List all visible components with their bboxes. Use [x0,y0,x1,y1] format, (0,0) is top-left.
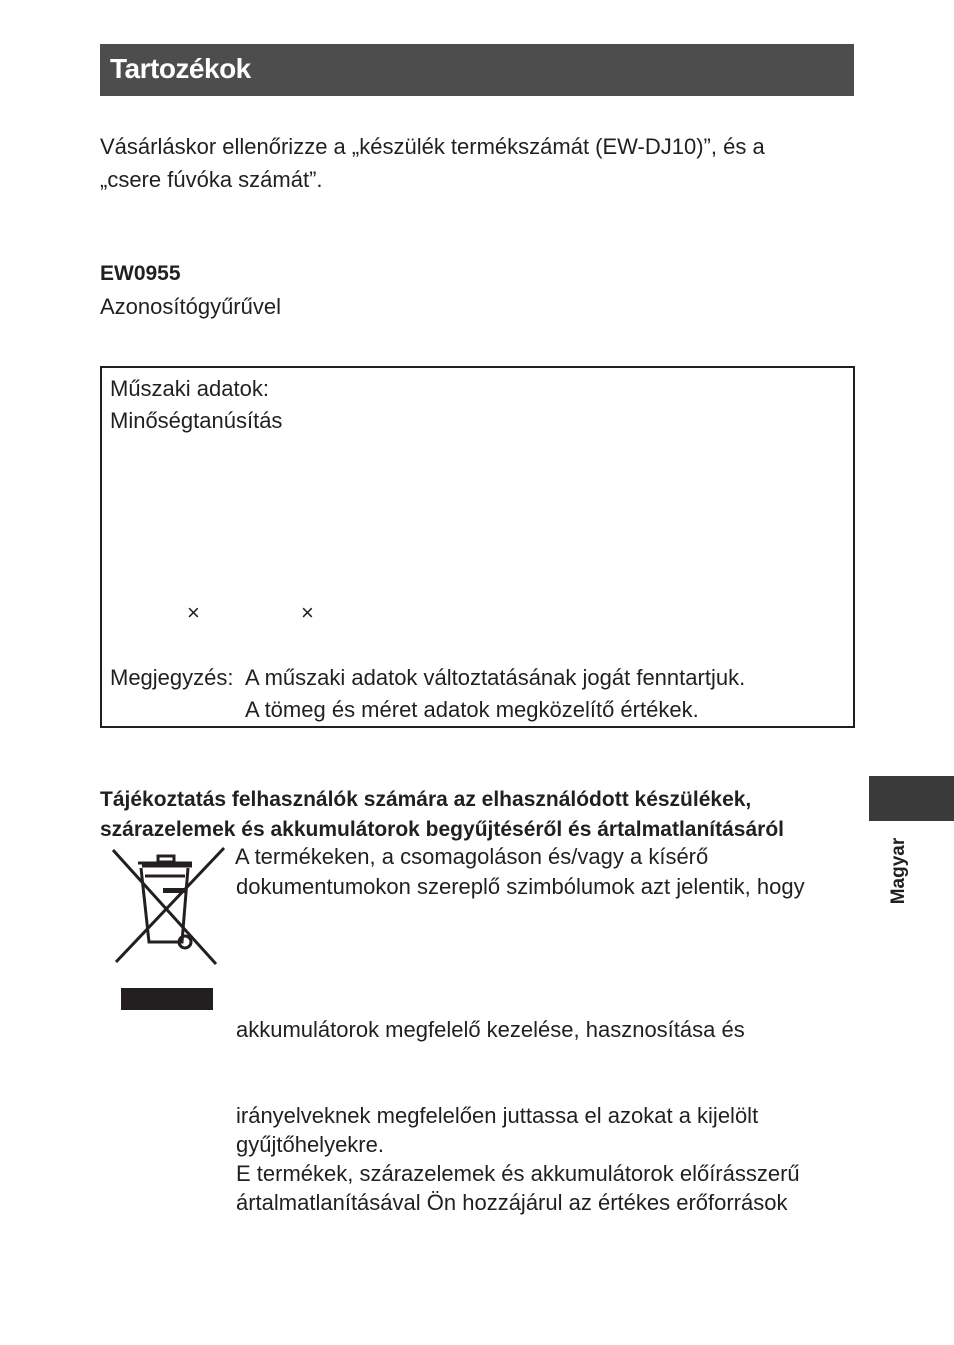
disposal-text-line-6: E termékek, szárazelemek és akkumulátorok előírásszerű [236,1161,800,1186]
accessory-code: EW0955 [100,262,181,285]
disposal-heading-line-2: szárazelemek és akkumulátorok begyűjtéséről és ártalmatlanításáról [100,818,784,841]
specs-quality: Minőségtanúsítás [110,408,283,433]
language-tab-label [886,829,912,913]
disposal-text-line-2: dokumentumokon szereplő szimbólumok azt jelentik, hogy [236,874,805,899]
disposal-text-line-3: akkumulátorok megfelelő kezelése, hasznosítása és [236,1017,745,1042]
language-tab [869,776,954,821]
accessory-description: Azonosítógyűrűvel [100,294,281,319]
language-label-text: Magyar [888,837,909,905]
intro-line-2: „csere fúvóka számát”. [100,167,323,192]
disposal-text-line-4: irányelveknek megfelelően juttassa el azokat a kijelölt [236,1103,759,1128]
note-line-1: A műszaki adatok változtatásának jogát fenntartjuk. [245,665,746,690]
symbol-bar [121,988,213,1010]
disposal-text-line-7: ártalmatlanításával Ön hozzájárul az értékes erőforrások [236,1190,788,1215]
disposal-heading-line-1: Tájékoztatás felhasználók számára az elhasználódott készülékek, [100,788,752,811]
disposal-text-line-5: gyűjtőhelyekre. [236,1132,384,1157]
disposal-text-line-1: A termékeken, a csomagoláson és/vagy a kísérő [235,844,709,869]
intro-line-1: Vásárláskor ellenőrizze a „készülék termékszámát (EW-DJ10)”, és a [100,134,765,159]
section-title: Tartozékok [110,53,251,84]
crossed-bin-icon [108,846,228,968]
dimension-separator-2: × [301,600,314,625]
section-header [100,44,854,96]
note-label: Megjegyzés: [110,665,234,690]
note-line-2: A tömeg és méret adatok megközelítő értékek. [245,697,699,722]
dimension-separator-1: × [187,600,200,625]
specs-title: Műszaki adatok: [110,376,269,401]
